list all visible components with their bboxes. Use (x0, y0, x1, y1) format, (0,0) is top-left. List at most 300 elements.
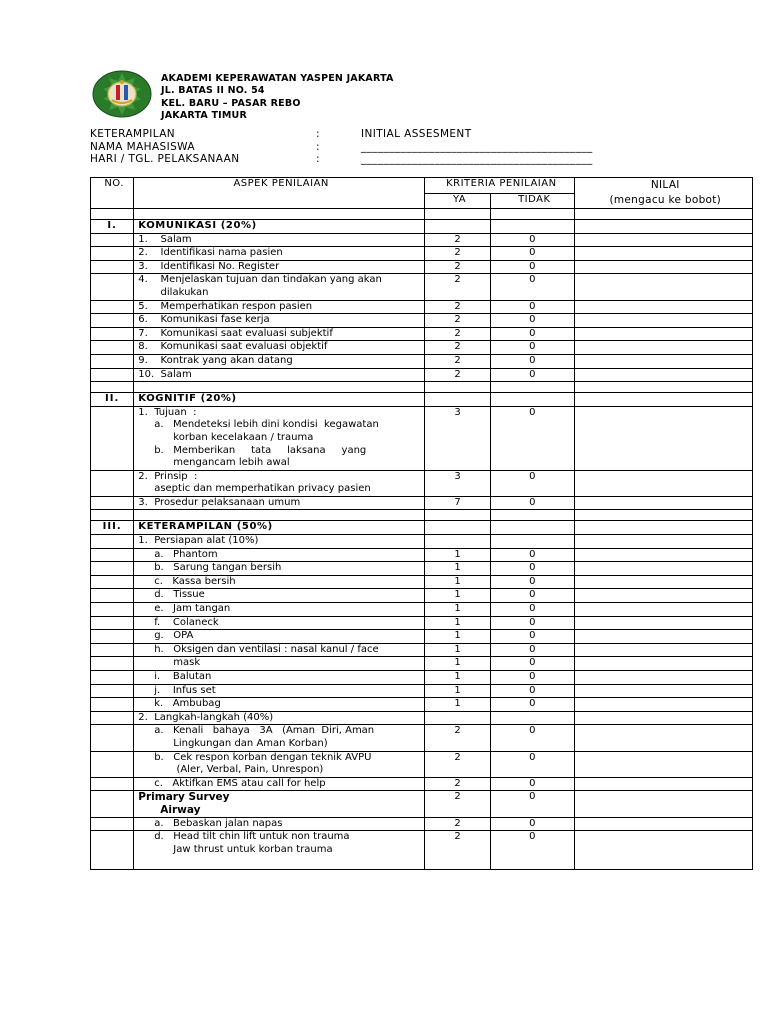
aspek-line: 1. Salam (138, 233, 192, 245)
tidak-score: 0 (491, 548, 575, 562)
meta-row-skill (90, 128, 690, 141)
table-row (91, 233, 753, 247)
tidak-cell (491, 220, 575, 234)
ya-cell (425, 510, 491, 521)
no-cell (91, 831, 134, 870)
table-row (91, 777, 753, 791)
meta-colon: : (316, 140, 320, 153)
tidak-score: 0 (491, 616, 575, 630)
ya-score: 2 (425, 233, 491, 247)
aspek-cell (134, 817, 425, 831)
table-header-row (91, 178, 753, 194)
ya-score: 2 (425, 300, 491, 314)
header-nilai-title: NILAI (650, 179, 680, 191)
aspek-cell (134, 247, 425, 261)
aspek-line: mask (138, 657, 201, 669)
aspek-line: Airway (138, 803, 201, 816)
aspek-line: j. Infus set (138, 684, 216, 696)
form-meta (90, 128, 690, 166)
tidak-score: 0 (491, 831, 575, 870)
nilai-cell (574, 671, 752, 685)
nilai-cell (574, 220, 752, 234)
table-row (91, 535, 753, 549)
aspek-cell (134, 327, 425, 341)
ya-score: 1 (425, 562, 491, 576)
header-tidak: TIDAK (491, 193, 575, 209)
ya-score: 2 (425, 247, 491, 261)
section-title: KOMUNIKASI (20%) (134, 220, 425, 234)
institution-header (161, 73, 394, 123)
tidak-cell (491, 382, 575, 393)
table-row (91, 791, 753, 817)
aspek-cell (134, 671, 425, 685)
aspek-cell (134, 535, 425, 549)
aspek-line: k. Ambubag (138, 698, 221, 710)
no-cell (91, 684, 134, 698)
header-kriteria: KRITERIA PENILAIAN (425, 178, 575, 194)
no-cell (91, 657, 134, 671)
table-row (91, 831, 753, 870)
ya-score: 2 (425, 368, 491, 382)
aspek-line: 2. Identifikasi nama pasien (138, 247, 283, 259)
aspek-line: Lingkungan dan Aman Korban) (138, 737, 328, 749)
table-row (91, 643, 753, 657)
aspek-line: b. Cek respon korban dengan teknik AVPU (138, 751, 372, 763)
table-row (91, 630, 753, 644)
ya-score: 2 (425, 341, 491, 355)
nilai-cell (574, 548, 752, 562)
aspek-cell (134, 470, 425, 496)
meta-colon: : (316, 128, 320, 140)
aspek-line: a. Bebaskan jalan napas (138, 817, 283, 829)
aspek-cell (134, 260, 425, 274)
table-row (91, 751, 753, 777)
table-row (91, 300, 753, 314)
institution-city: JAKARTA TIMUR (161, 110, 247, 122)
nilai-cell (574, 274, 752, 300)
meta-row-date (90, 153, 690, 166)
table-row (91, 327, 753, 341)
nilai-cell (574, 368, 752, 382)
no-cell (91, 711, 134, 725)
tidak-score: 0 (491, 327, 575, 341)
aspek-line: d. Tissue (138, 589, 205, 601)
nilai-cell (574, 354, 752, 368)
aspek-line: dilakukan (138, 286, 209, 298)
ya-score: 2 (425, 274, 491, 300)
meta-row-student (90, 141, 690, 154)
ya-score: 2 (425, 725, 491, 751)
meta-colon: : (316, 153, 320, 166)
aspek-line: h. Oksigen dan ventilasi : nasal kanul / face (138, 643, 379, 655)
aspek-cell (134, 341, 425, 355)
header-nilai (574, 178, 752, 209)
no-cell (91, 368, 134, 382)
no-cell (91, 470, 134, 496)
ya-score: 1 (425, 548, 491, 562)
institution-logo (92, 69, 152, 119)
tidak-score: 0 (491, 657, 575, 671)
tidak-score: 0 (491, 300, 575, 314)
table-row (91, 341, 753, 355)
institution-street: JL. BATAS II NO. 54 (161, 85, 265, 97)
table-row (91, 274, 753, 300)
tidak-cell (491, 521, 575, 535)
no-cell (91, 535, 134, 549)
no-cell (91, 589, 134, 603)
table-row (91, 589, 753, 603)
header-nilai-note: (mengacu ke bobot) (609, 193, 722, 206)
aspek-cell (134, 725, 425, 751)
ya-score: 1 (425, 684, 491, 698)
aspek-cell (134, 274, 425, 300)
aspek-line: 9. Kontrak yang akan datang (138, 354, 293, 366)
table-row (91, 616, 753, 630)
table-row (91, 562, 753, 576)
no-cell (91, 209, 134, 220)
tidak-score: 0 (491, 260, 575, 274)
aspek-line: 2. Langkah-langkah (40%) (138, 711, 274, 723)
ya-score: 1 (425, 603, 491, 617)
nilai-cell (574, 791, 752, 817)
aspek-line: 8. Komunikasi saat evaluasi objektif (138, 341, 328, 353)
nilai-cell (574, 711, 752, 725)
tidak-score: 0 (491, 603, 575, 617)
meta-label: NAMA MAHASISWA (90, 140, 195, 153)
no-cell (91, 725, 134, 751)
nilai-cell (574, 209, 752, 220)
no-cell (91, 327, 134, 341)
nilai-cell (574, 300, 752, 314)
meta-label: KETERAMPILAN (90, 128, 176, 140)
aspek-line: c. Aktifkan EMS atau call for help (138, 777, 326, 789)
header-aspek: ASPEK PENILAIAN (134, 178, 425, 209)
aspek-cell (134, 548, 425, 562)
tidak-score: 0 (491, 341, 575, 355)
nilai-cell (574, 247, 752, 261)
table-row (91, 406, 753, 470)
table-row (91, 657, 753, 671)
nilai-cell (574, 777, 752, 791)
nilai-cell (574, 470, 752, 496)
ya-cell (425, 521, 491, 535)
section-number: I. (91, 220, 134, 234)
ya-score: 1 (425, 671, 491, 685)
ya-score (425, 711, 491, 725)
aspek-line: b. Memberikan tata laksana yang (138, 444, 367, 456)
no-cell (91, 510, 134, 521)
no-cell (91, 630, 134, 644)
tidak-score: 0 (491, 643, 575, 657)
aspek-cell (134, 603, 425, 617)
nilai-cell (574, 630, 752, 644)
aspek-cell (134, 698, 425, 712)
ya-score: 2 (425, 817, 491, 831)
table-row (91, 470, 753, 496)
ya-score: 1 (425, 657, 491, 671)
aspek-line: Jaw thrust untuk korban trauma (138, 843, 333, 855)
table-row (91, 725, 753, 751)
meta-value: INITIAL ASSESMENT (361, 128, 472, 140)
aspek-cell (134, 630, 425, 644)
section-row (91, 393, 753, 407)
table-row (91, 671, 753, 685)
aspek-line: 7. Komunikasi saat evaluasi subjektif (138, 327, 333, 339)
no-cell (91, 354, 134, 368)
table-row (91, 368, 753, 382)
table-row (91, 496, 753, 510)
table-row (91, 698, 753, 712)
no-cell (91, 300, 134, 314)
table-row (91, 684, 753, 698)
tidak-score: 0 (491, 562, 575, 576)
table-row (91, 575, 753, 589)
table-row (91, 817, 753, 831)
nilai-cell (574, 831, 752, 870)
aspek-line: Primary Survey (138, 791, 230, 804)
no-cell (91, 562, 134, 576)
aspek-cell (134, 300, 425, 314)
nilai-cell (574, 260, 752, 274)
section-row (91, 521, 753, 535)
nilai-cell (574, 521, 752, 535)
tidak-score: 0 (491, 698, 575, 712)
nilai-cell (574, 657, 752, 671)
meta-value: _________________________________________ (361, 153, 593, 166)
nilai-cell (574, 406, 752, 470)
tidak-score: 0 (491, 751, 575, 777)
tidak-score: 0 (491, 496, 575, 510)
ya-score: 1 (425, 630, 491, 644)
aspek-cell (134, 657, 425, 671)
aspek-cell (134, 510, 425, 521)
ya-score (425, 535, 491, 549)
aspek-cell (134, 684, 425, 698)
section-row (91, 220, 753, 234)
ya-score: 1 (425, 643, 491, 657)
ya-score: 1 (425, 698, 491, 712)
nilai-cell (574, 496, 752, 510)
tidak-cell (491, 209, 575, 220)
ya-cell (425, 209, 491, 220)
no-cell (91, 382, 134, 393)
aspek-line: f. Colaneck (138, 616, 219, 628)
no-cell (91, 791, 134, 817)
no-cell (91, 247, 134, 261)
aspek-line: 4. Menjelaskan tujuan dan tindakan yang akan (138, 274, 382, 286)
assessment-table (90, 177, 753, 870)
tidak-score: 0 (491, 684, 575, 698)
table-row (91, 711, 753, 725)
no-cell (91, 616, 134, 630)
aspek-line: 6. Komunikasi fase kerja (138, 314, 270, 326)
aspek-cell (134, 496, 425, 510)
aspek-line: 5. Memperhatikan respon pasien (138, 300, 313, 312)
tidak-score: 0 (491, 725, 575, 751)
aspek-line: 10. Salam (138, 368, 192, 380)
aspek-line: a. Mendeteksi lebih dini kondisi kegawatan (138, 419, 379, 431)
nilai-cell (574, 314, 752, 328)
tidak-score: 0 (491, 589, 575, 603)
no-cell (91, 751, 134, 777)
aspek-line: g. OPA (138, 630, 194, 642)
no-cell (91, 233, 134, 247)
nilai-cell (574, 535, 752, 549)
nilai-cell (574, 603, 752, 617)
aspek-cell (134, 751, 425, 777)
ya-score: 1 (425, 616, 491, 630)
no-cell (91, 817, 134, 831)
aspek-cell (134, 711, 425, 725)
no-cell (91, 314, 134, 328)
section-number: II. (91, 393, 134, 407)
nilai-cell (574, 589, 752, 603)
meta-label: HARI / TGL. PELAKSANAAN (90, 153, 240, 166)
aspek-line: mengancam lebih awal (138, 457, 290, 469)
ya-score: 2 (425, 314, 491, 328)
table-row (91, 603, 753, 617)
tidak-score: 0 (491, 247, 575, 261)
no-cell (91, 603, 134, 617)
no-cell (91, 496, 134, 510)
table-row (91, 314, 753, 328)
aspek-cell (134, 368, 425, 382)
meta-value: _________________________________________ (361, 140, 593, 153)
aspek-cell (134, 406, 425, 470)
ya-cell (425, 393, 491, 407)
tidak-score: 0 (491, 575, 575, 589)
tidak-score: 0 (491, 406, 575, 470)
table-row (91, 354, 753, 368)
aspek-line: c. Kassa bersih (138, 575, 236, 587)
ya-score: 1 (425, 589, 491, 603)
aspek-cell (134, 354, 425, 368)
aspek-line: 2. Prinsip : (138, 470, 198, 482)
aspek-cell (134, 831, 425, 870)
nilai-cell (574, 510, 752, 521)
aspek-line: (Aler, Verbal, Pain, Unrespon) (138, 764, 324, 776)
tidak-score: 0 (491, 354, 575, 368)
aspek-cell (134, 777, 425, 791)
ya-score: 2 (425, 831, 491, 870)
aspek-line: a. Kenali bahaya 3A (Aman Diri, Aman (138, 725, 375, 737)
aspek-line: 3. Identifikasi No. Register (138, 260, 280, 272)
tidak-score: 0 (491, 233, 575, 247)
tidak-cell (491, 510, 575, 521)
ya-score: 3 (425, 470, 491, 496)
table-row (91, 247, 753, 261)
tidak-score: 0 (491, 671, 575, 685)
nilai-cell (574, 562, 752, 576)
ya-score: 2 (425, 777, 491, 791)
ya-cell (425, 220, 491, 234)
no-cell (91, 671, 134, 685)
aspek-cell (134, 233, 425, 247)
nilai-cell (574, 698, 752, 712)
nilai-cell (574, 725, 752, 751)
ya-score: 3 (425, 406, 491, 470)
aspek-line: aseptic dan memperhatikan privacy pasien (138, 483, 371, 495)
aspek-cell (134, 562, 425, 576)
aspek-cell (134, 791, 425, 817)
aspek-cell (134, 643, 425, 657)
no-cell (91, 341, 134, 355)
institution-district: KEL. BARU – PASAR REBO (161, 97, 301, 109)
tidak-score: 0 (491, 314, 575, 328)
section-title: KETERAMPILAN (50%) (134, 521, 425, 535)
no-cell (91, 274, 134, 300)
no-cell (91, 260, 134, 274)
no-cell (91, 698, 134, 712)
nilai-cell (574, 393, 752, 407)
tidak-score: 0 (491, 274, 575, 300)
nilai-cell (574, 684, 752, 698)
tidak-score (491, 711, 575, 725)
nilai-cell (574, 751, 752, 777)
table-row (91, 260, 753, 274)
aspek-cell (134, 616, 425, 630)
nilai-cell (574, 233, 752, 247)
no-cell (91, 548, 134, 562)
section-number: III. (91, 521, 134, 535)
aspek-cell (134, 575, 425, 589)
header-no: NO. (91, 178, 134, 209)
nilai-cell (574, 817, 752, 831)
tidak-score: 0 (491, 470, 575, 496)
spacer-row (91, 510, 753, 521)
ya-score: 1 (425, 575, 491, 589)
spacer-row (91, 209, 753, 220)
tidak-score: 0 (491, 777, 575, 791)
nilai-cell (574, 616, 752, 630)
header-ya: YA (425, 193, 491, 209)
nilai-cell (574, 643, 752, 657)
ya-score: 7 (425, 496, 491, 510)
section-title: KOGNITIF (20%) (134, 393, 425, 407)
aspek-cell (134, 589, 425, 603)
tidak-score: 0 (491, 817, 575, 831)
tidak-score: 0 (491, 791, 575, 817)
ya-score: 2 (425, 260, 491, 274)
aspek-cell (134, 209, 425, 220)
aspek-line: b. Sarung tangan bersih (138, 562, 282, 574)
ya-cell (425, 382, 491, 393)
nilai-cell (574, 341, 752, 355)
nilai-cell (574, 382, 752, 393)
tidak-score: 0 (491, 630, 575, 644)
aspek-cell (134, 314, 425, 328)
nilai-cell (574, 327, 752, 341)
ya-score: 2 (425, 354, 491, 368)
no-cell (91, 406, 134, 470)
ya-score: 2 (425, 751, 491, 777)
aspek-line (138, 856, 424, 869)
aspek-line: 3. Prosedur pelaksanaan umum (138, 496, 301, 508)
no-cell (91, 777, 134, 791)
ya-score: 2 (425, 791, 491, 817)
table-row (91, 548, 753, 562)
no-cell (91, 575, 134, 589)
ya-score: 2 (425, 327, 491, 341)
aspek-line: 1. Tujuan : (138, 406, 197, 418)
spacer-row (91, 382, 753, 393)
aspek-line: i. Balutan (138, 671, 212, 682)
institution-name: AKADEMI KEPERAWATAN YASPEN JAKARTA (161, 73, 394, 84)
tidak-score: 0 (491, 368, 575, 382)
aspek-line: 1. Persiapan alat (10%) (138, 535, 259, 547)
tidak-score (491, 535, 575, 549)
no-cell (91, 643, 134, 657)
